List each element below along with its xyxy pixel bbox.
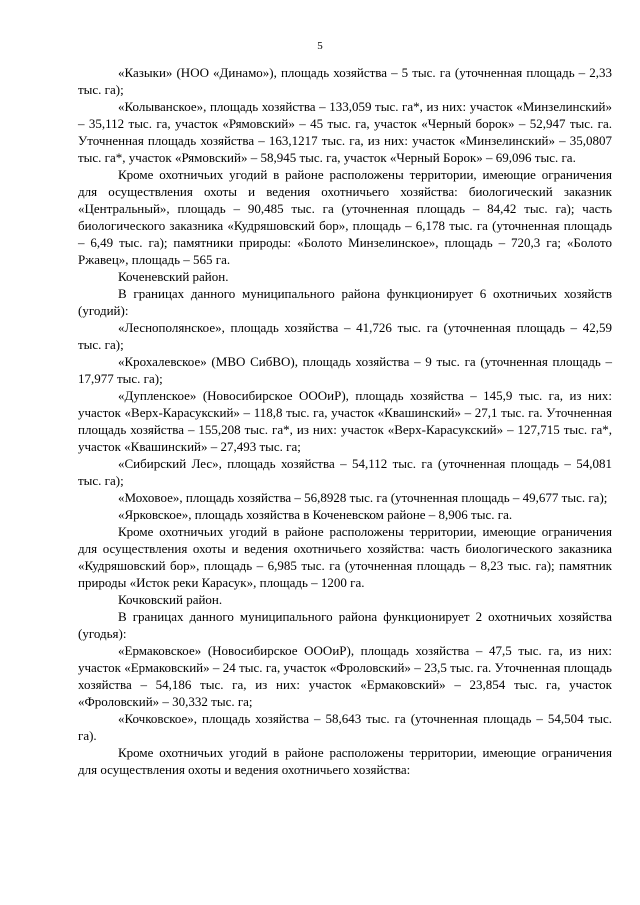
paragraph: Кроме охотничьих угодий в районе расположены территории, имеющие ограничения для осуществления охоты и ведения охотничьего хозяйства: часть биологического заказника «Кудряшовский бор», площадь – 6,985 тыс. га (уточненная площадь – 8,23 тыс. га); памятник природы «Исток реки Карасук», площадь – 1200 га. <box>78 524 612 590</box>
paragraph: «Кочковское», площадь хозяйства – 58,643 тыс. га (уточненная площадь – 54,504 тыс. га). <box>78 711 612 743</box>
section-heading: Кочковский район. <box>118 592 223 607</box>
section-heading: Коченевский район. <box>118 269 229 284</box>
paragraph: В границах данного муниципального района функционирует 6 охотничьих хозяйств (угодий): <box>78 286 612 318</box>
paragraph: «Дупленское» (Новосибирское ОООиР), площадь хозяйства – 145,9 тыс. га, из них: участок «Верх-Карасукский» – 118,8 тыс. га, участок «Квашинский» – 27,1 тыс. га. Уточненная площадь хозяйства – 155,208 тыс. га*, из них: участок «Верх-Карасукский» – 127,715 тыс. га*, участок «Квашинский» – 27,493 тыс. га; <box>78 388 612 454</box>
paragraph: «Колыванское», площадь хозяйства – 133,059 тыс. га*, из них: участок «Минзелинский» – 35,112 тыс. га, участок «Рямовский» – 45 тыс. га, участок «Черный борок» – 52,947 тыс. га. Уточненная площадь хозяйства – 163,1217 тыс. га, из них: участок «Минзелинский» – 35,0807 тыс. га*, участок «Рямовский» – 58,945 тыс. га, участок «Черный Борок» – 69,096 тыс. га. <box>78 99 612 165</box>
paragraph: «Сибирский Лес», площадь хозяйства – 54,112 тыс. га (уточненная площадь – 54,081 тыс. га); <box>78 456 612 488</box>
paragraph: «Казыки» (НОО «Динамо»), площадь хозяйства – 5 тыс. га (уточненная площадь – 2,33 тыс. га); <box>78 65 612 97</box>
paragraph: «Ярковское», площадь хозяйства в Коченевском районе – 8,906 тыс. га. <box>118 507 513 522</box>
paragraph: Кроме охотничьих угодий в районе расположены территории, имеющие ограничения для осуществления охоты и ведения охотничьего хозяйства: <box>78 745 612 777</box>
paragraph: «Ермаковское» (Новосибирское ОООиР), площадь хозяйства – 47,5 тыс. га, из них: участок «Ермаковский» – 24 тыс. га, участок «Фроловский» – 23,5 тыс. га. Уточненная площадь хозяйства – 54,186 тыс. га, из них: участок «Ермаковский» – 23,854 тыс. га, участок «Фроловский» – 30,332 тыс. га; <box>78 643 612 709</box>
page-number: 5 <box>317 40 323 52</box>
paragraph: «Крохалевское» (МВО СибВО), площадь хозяйства – 9 тыс. га (уточненная площадь – 17,977 тыс. га); <box>78 354 612 386</box>
paragraph: «Моховое», площадь хозяйства – 56,8928 тыс. га (уточненная площадь – 49,677 тыс. га); <box>118 490 608 505</box>
paragraph: Кроме охотничьих угодий в районе расположены территории, имеющие ограничения для осуществления охоты и ведения охотничьего хозяйства: биологический заказник «Центральный», площадь – 90,485 тыс. га (уточненная площадь – 84,42 тыс. га); часть биологического заказника «Кудряшовский бор», площадь – 6,178 тыс. га (уточненная площадь – 6,49 тыс. га); памятники природы: «Болото Минзелинское», площадь – 720,3 га; «Болото Ржавец», площадь – 565 га. <box>78 167 612 267</box>
document-body <box>78 64 612 778</box>
paragraph: В границах данного муниципального района функционирует 2 охотничьих хозяйства (угодья): <box>78 609 612 641</box>
paragraph: «Леснополянское», площадь хозяйства – 41,726 тыс. га (уточненная площадь – 42,59 тыс. га); <box>78 320 612 352</box>
